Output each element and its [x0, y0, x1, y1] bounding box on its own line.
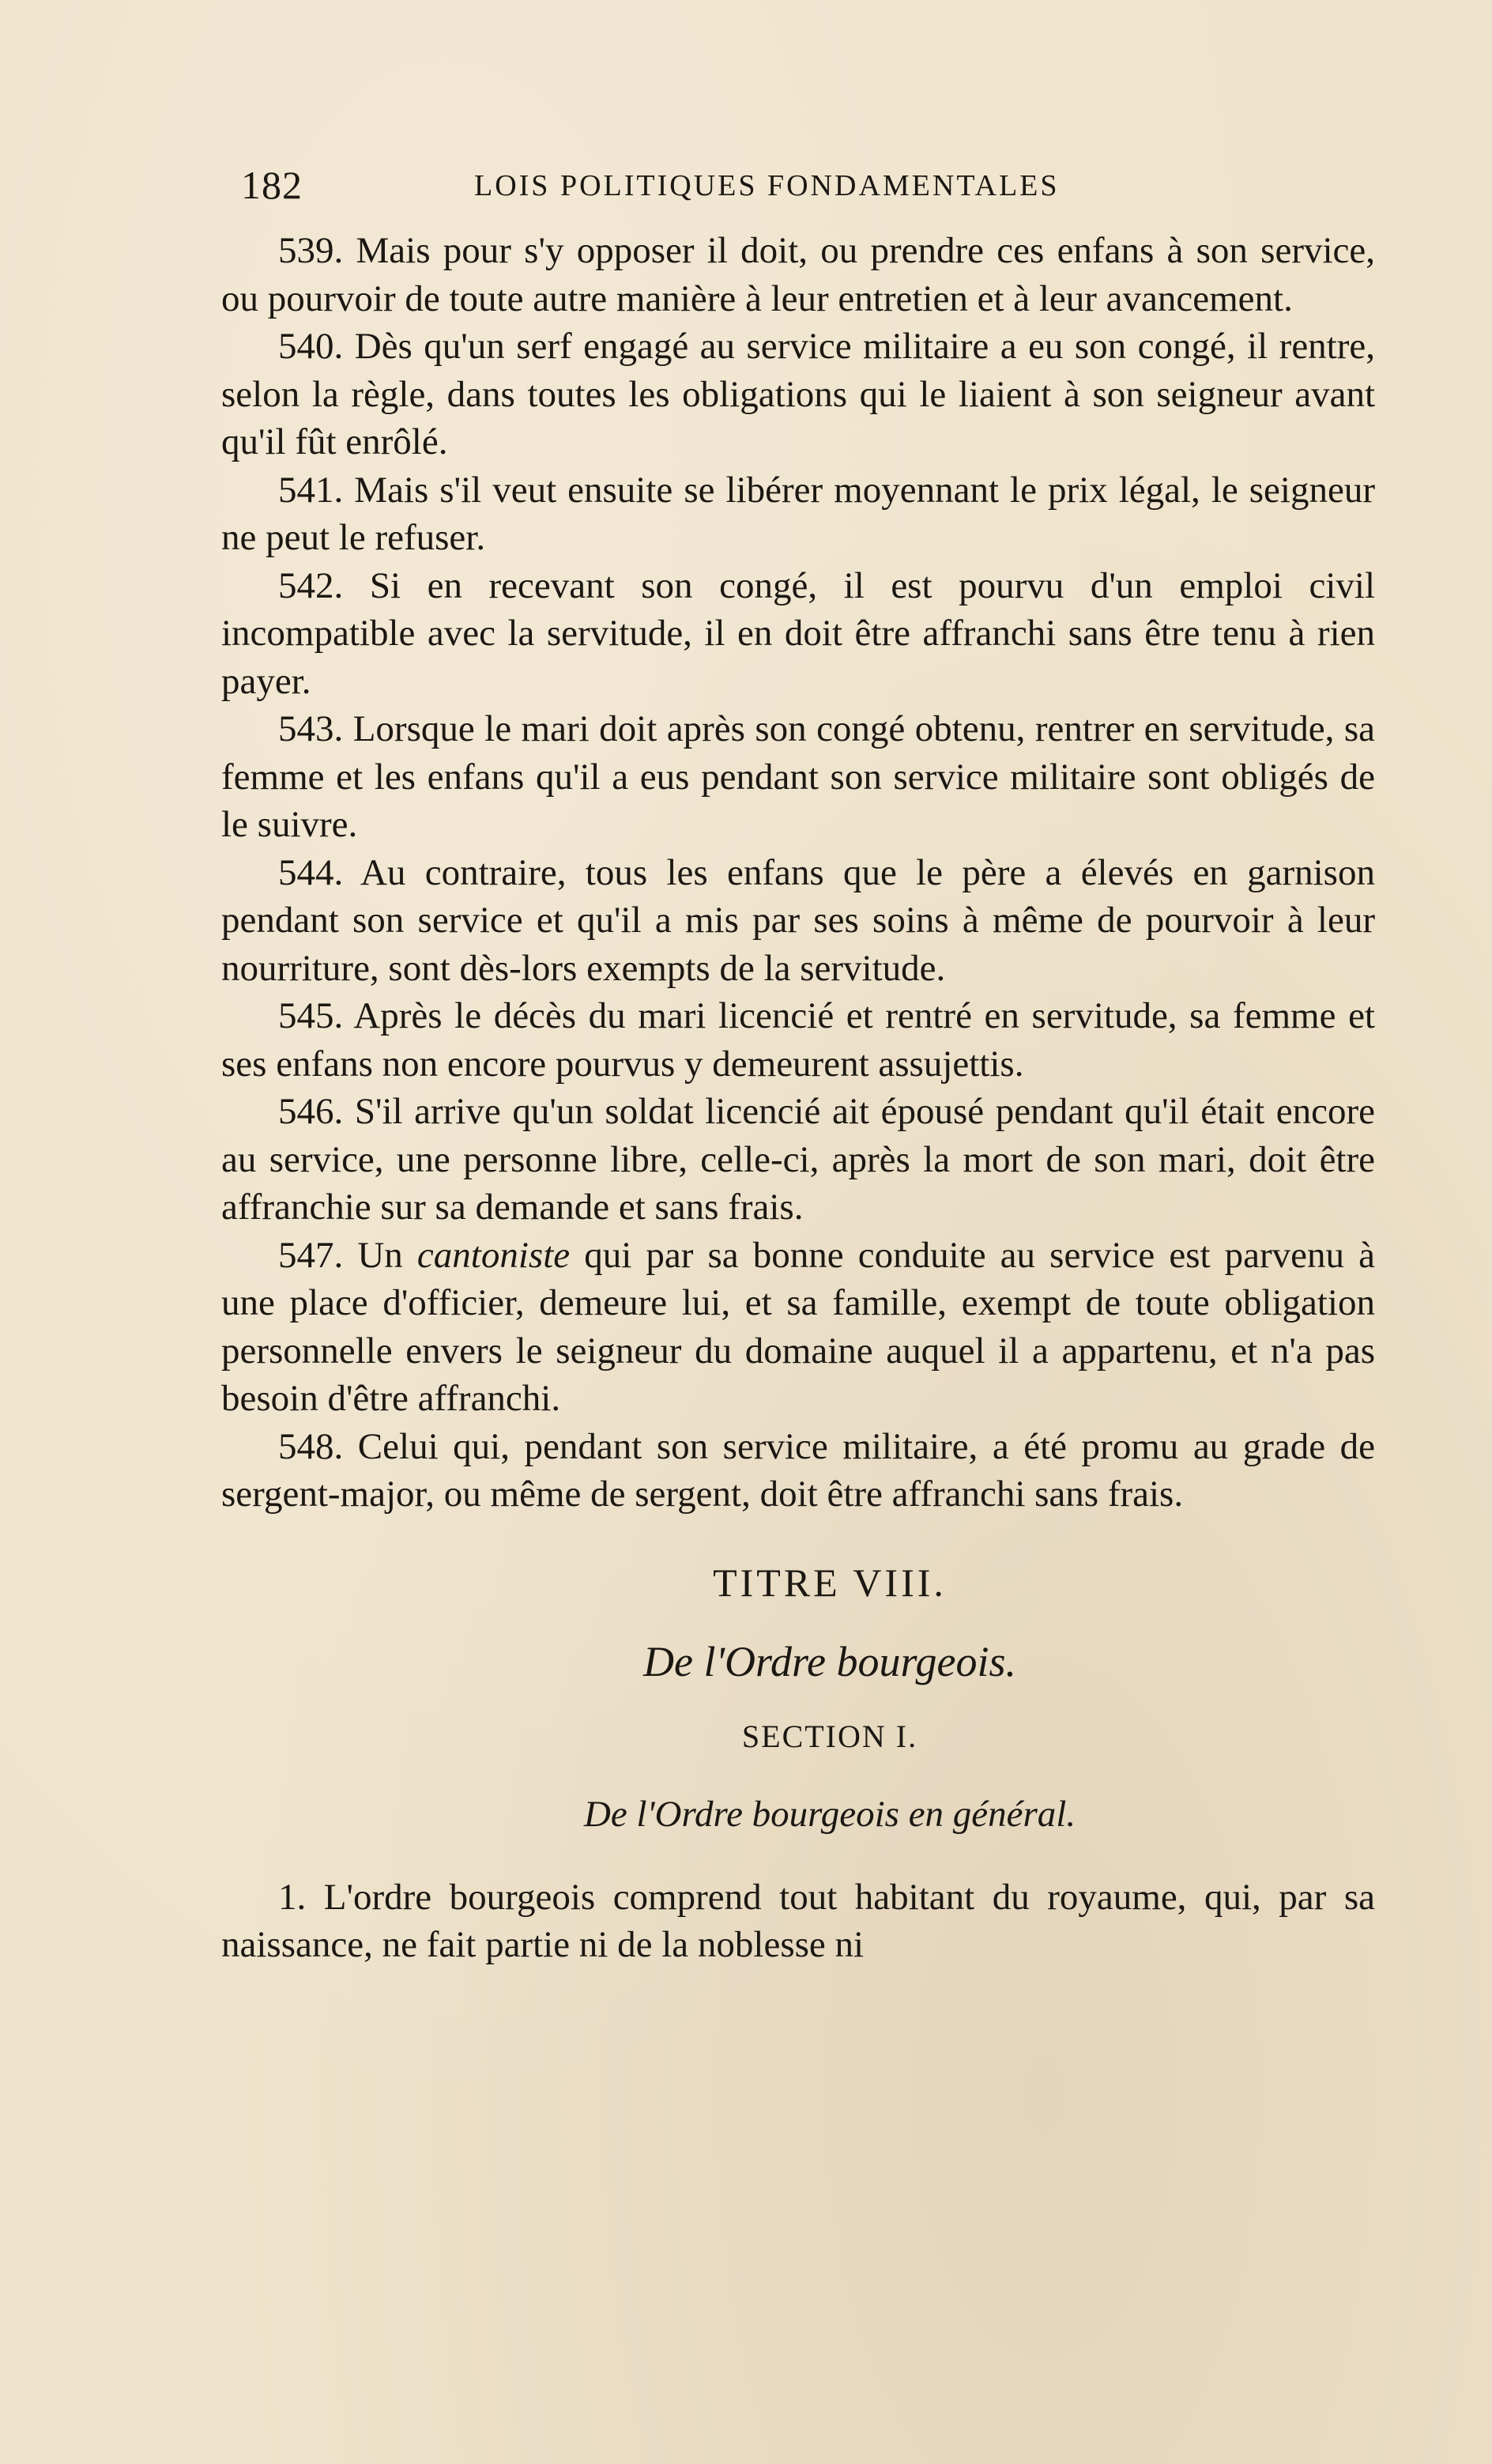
article-547 [221, 1232, 1375, 1423]
article-number: 540. [278, 326, 344, 367]
article-text: Mais pour s'y opposer il doit, ou prendre ces enfans à son service, ou pourvoir de toute autre manière à leur entretien et à leur avancement. [221, 230, 1375, 319]
article-number: 546. [278, 1091, 344, 1132]
article-text: Dès qu'un serf engagé au service militaire a eu son congé, il rentre, selon la règle, dans toutes les obligations qui le liaient à son seigneur avant qu'il fût enrôlé. [221, 326, 1375, 462]
article-text-end: qui par sa bonne conduite au service est parvenu à une place d'officier, demeure lui, et sa famille, exempt de toute obligation personnelle envers le seigneur du domaine auquel il a appartenu, et n'a pas besoin d'être affranchi. [221, 1234, 1375, 1419]
article-number: 548. [278, 1425, 344, 1467]
article-text: Au contraire, tous les enfans que le père a élevés en garnison pendant son service et qu'il a mis par ses soins à même de pourvoir à leur nourriture, sont dès-lors exempts de la servitude. [221, 851, 1375, 989]
titre-heading: TITRE VIII. [713, 1560, 947, 1605]
article-text: Celui qui, pendant son service militaire, a été promu au grade de sergent-major, ou même de sergent, doit être affranchi sans frais. [221, 1425, 1376, 1515]
article-number: 539. [278, 230, 344, 271]
article-number: 541. [278, 469, 344, 511]
running-title: LOIS POLITIQUES FONDAMENTALES [474, 169, 1060, 202]
article-italic-term: cantoniste [416, 1234, 571, 1276]
section-heading: SECTION I. [741, 1718, 918, 1754]
page-content [221, 162, 1375, 1969]
article-540 [221, 323, 1375, 466]
article-544 [221, 849, 1375, 993]
article-text: Si en recevant son congé, il est pourvu d'un emploi civil incompatible avec la servitude, il en doit être affranchi sans être tenu à rien payer. [221, 564, 1375, 702]
article-545 [221, 992, 1375, 1088]
running-head [221, 162, 1375, 209]
article-text: S'il arrive qu'un soldat licencié ait épousé pendant qu'il était encore au service, une personne libre, celle-ci, après la mort de son mari, doit être affranchie sur sa demande et sans frais. [221, 1091, 1375, 1228]
article-number: 1. [278, 1876, 307, 1918]
article-text: Mais s'il veut ensuite se libérer moyennant le prix légal, le seigneur ne peut le refuser. [221, 469, 1375, 558]
article-number: 544. [278, 851, 344, 893]
titre-subtitle: De l'Ordre bourgeois. [643, 1637, 1016, 1685]
article-text: L'ordre bourgeois comprend tout habitant du royaume, qui, par sa naissance, ne fait partie ni de la noblesse ni [221, 1876, 1375, 1965]
article-number: 542. [278, 564, 344, 606]
article-text: Lorsque le mari doit après son congé obtenu, rentrer en servitude, sa femme et les enfans qu'il a eus pendant son service militaire sont obligés de le suivre. [221, 708, 1376, 845]
articles-block [221, 227, 1375, 1519]
section-articles [221, 1873, 1375, 1969]
article-546 [221, 1088, 1375, 1232]
page-number: 182 [241, 163, 303, 207]
article-text: Après le décès du mari licencié et rentré en servitude, sa femme et ses enfans non encore pourvus y demeurent assujettis. [221, 995, 1375, 1085]
article-1 [221, 1873, 1375, 1969]
article-number: 543. [278, 708, 344, 749]
article-548 [221, 1423, 1375, 1519]
article-number: 545. [278, 995, 344, 1036]
article-text-start: Un [357, 1234, 417, 1276]
article-543 [221, 705, 1375, 849]
article-542 [221, 562, 1375, 706]
article-number: 547. [278, 1234, 344, 1276]
article-539 [221, 227, 1375, 323]
section-subtitle: De l'Ordre bourgeois en général. [583, 1793, 1076, 1835]
article-541 [221, 466, 1375, 562]
